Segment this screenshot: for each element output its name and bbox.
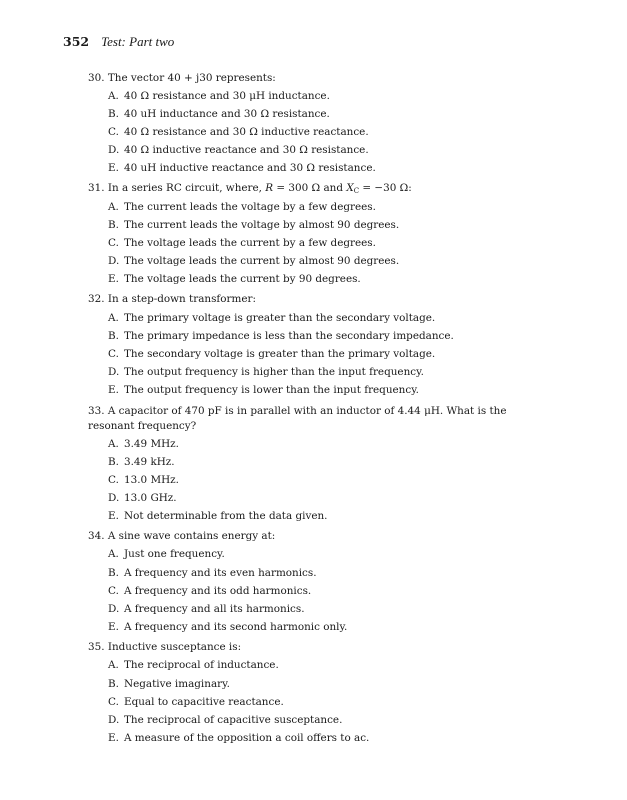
question-text-prefix: In a series RC circuit, where,: [107, 182, 262, 194]
option-letter: D.: [108, 603, 120, 615]
option-text: The voltage leads the current by almost 90 degrees.: [124, 255, 400, 267]
question-text: Inductive susceptance is:: [107, 641, 242, 653]
option-text: A frequency and its even harmonics.: [124, 567, 317, 579]
option-text: The output frequency is lower than the input frequency.: [124, 384, 419, 396]
option-letter: E.: [108, 510, 119, 522]
option-text: A frequency and its second harmonic only.: [124, 621, 348, 633]
option-text: The reciprocal of capacitive susceptance.: [124, 714, 343, 726]
option-text: A frequency and its odd harmonics.: [124, 585, 312, 597]
question-number: 32.: [88, 293, 105, 305]
option-letter: A.: [108, 548, 119, 560]
option-letter: A.: [108, 90, 119, 102]
option: [108, 695, 284, 710]
question-33-stem-line2: [88, 419, 196, 434]
option-letter: D.: [108, 366, 120, 378]
option: [108, 254, 399, 269]
option-text: 3.49 MHz.: [124, 438, 179, 450]
question-number: 33.: [88, 405, 105, 417]
option-text: 13.0 MHz.: [124, 474, 179, 486]
option-letter: C.: [108, 696, 119, 708]
question-number: 30.: [88, 72, 105, 84]
question-number: 31.: [88, 182, 105, 194]
option: [108, 329, 454, 344]
question-32-stem: [88, 292, 256, 307]
question-number: 35.: [88, 641, 105, 653]
option: [108, 383, 419, 398]
variable-r: R: [265, 182, 274, 194]
option-text: A measure of the opposition a coil offers to ac.: [124, 732, 370, 744]
option: [108, 658, 279, 673]
question-30-stem: [88, 71, 276, 86]
option: [108, 107, 330, 122]
option: [108, 143, 369, 158]
option-letter: E.: [108, 732, 119, 744]
option-letter: B.: [108, 108, 119, 120]
option-text: 40 uH inductance and 30 Ω resistance.: [124, 108, 330, 120]
option-letter: A.: [108, 201, 119, 213]
option: [108, 200, 376, 215]
question-text-suffix: = −30 Ω:: [362, 182, 412, 194]
question-35-stem: [88, 640, 241, 655]
page-title: Test: Part two: [101, 34, 175, 49]
option-letter: E.: [108, 621, 119, 633]
option-letter: D.: [108, 144, 120, 156]
variable-subscript: C: [353, 187, 360, 195]
option: [108, 602, 305, 617]
option: [108, 566, 317, 581]
option-letter: B.: [108, 567, 119, 579]
option-text: The primary impedance is less than the secondary impedance.: [124, 330, 454, 342]
page-header: [63, 34, 174, 50]
option: [108, 311, 435, 326]
page-number: 352: [63, 34, 90, 49]
option: [108, 125, 369, 140]
option: [108, 547, 225, 562]
option: [108, 272, 361, 287]
option-letter: B.: [108, 456, 119, 468]
option-text: 40 uH inductive reactance and 30 Ω resistance.: [124, 162, 376, 174]
option-letter: A.: [108, 438, 119, 450]
option: [108, 731, 369, 746]
option: [108, 473, 179, 488]
option: [108, 236, 376, 251]
question-text: In a step-down transformer:: [107, 293, 256, 305]
option: [108, 365, 424, 380]
option: [108, 584, 311, 599]
question-text-mid: = 300 Ω and: [276, 182, 344, 194]
option: [108, 455, 175, 470]
option-letter: C.: [108, 237, 119, 249]
question-text: The vector 40 + j30 represents:: [107, 72, 276, 84]
option-text: Not determinable from the data given.: [124, 510, 328, 522]
option: [108, 713, 342, 728]
option-letter: D.: [108, 255, 120, 267]
option-text: The secondary voltage is greater than the primary voltage.: [124, 348, 436, 360]
option-text: The voltage leads the current by a few degrees.: [124, 237, 376, 249]
option-letter: C.: [108, 348, 119, 360]
option-text: 40 Ω resistance and 30 μH inductance.: [124, 90, 330, 102]
option-text: Negative imaginary.: [124, 678, 230, 690]
question-number: 34.: [88, 530, 105, 542]
question-33-stem: [88, 404, 507, 419]
option-letter: A.: [108, 312, 119, 324]
variable-x: X: [346, 182, 354, 194]
option-text: 13.0 GHz.: [124, 492, 177, 504]
option: [108, 509, 327, 524]
option: [108, 677, 230, 692]
question-text-line1: A capacitor of 470 pF is in parallel with an inductor of 4.44 μH. What is the: [107, 405, 507, 417]
option-text: The voltage leads the current by 90 degrees.: [124, 273, 361, 285]
option: [108, 491, 177, 506]
option-letter: D.: [108, 714, 120, 726]
option: [108, 89, 330, 104]
option-letter: D.: [108, 492, 120, 504]
option-text: The current leads the voltage by a few degrees.: [124, 201, 376, 213]
option: [108, 620, 347, 635]
option-text: 40 Ω resistance and 30 Ω inductive reactance.: [124, 126, 369, 138]
option-letter: B.: [108, 678, 119, 690]
option-letter: E.: [108, 273, 119, 285]
option-text: The output frequency is higher than the input frequency.: [124, 366, 424, 378]
option: [108, 347, 435, 362]
option-letter: B.: [108, 219, 119, 231]
option-text: 3.49 kHz.: [124, 456, 175, 468]
option-letter: E.: [108, 384, 119, 396]
option-text: The reciprocal of inductance.: [124, 659, 279, 671]
option-text: 40 Ω inductive reactance and 30 Ω resistance.: [124, 144, 369, 156]
question-text: A sine wave contains energy at:: [107, 530, 276, 542]
option-text: Equal to capacitive reactance.: [124, 696, 284, 708]
option-letter: E.: [108, 162, 119, 174]
option-letter: A.: [108, 659, 119, 671]
option: [108, 218, 399, 233]
option: [108, 161, 376, 176]
option-letter: C.: [108, 126, 119, 138]
option-text: The primary voltage is greater than the secondary voltage.: [124, 312, 436, 324]
option-letter: B.: [108, 330, 119, 342]
question-34-stem: [88, 529, 275, 544]
option-letter: C.: [108, 474, 119, 486]
option-letter: C.: [108, 585, 119, 597]
option-text: Just one frequency.: [124, 548, 225, 560]
question-31-stem: [88, 181, 412, 196]
option-text: A frequency and all its harmonics.: [124, 603, 305, 615]
option-text: The current leads the voltage by almost 90 degrees.: [124, 219, 400, 231]
option: [108, 437, 179, 452]
question-text-line2: resonant frequency?: [88, 420, 197, 432]
